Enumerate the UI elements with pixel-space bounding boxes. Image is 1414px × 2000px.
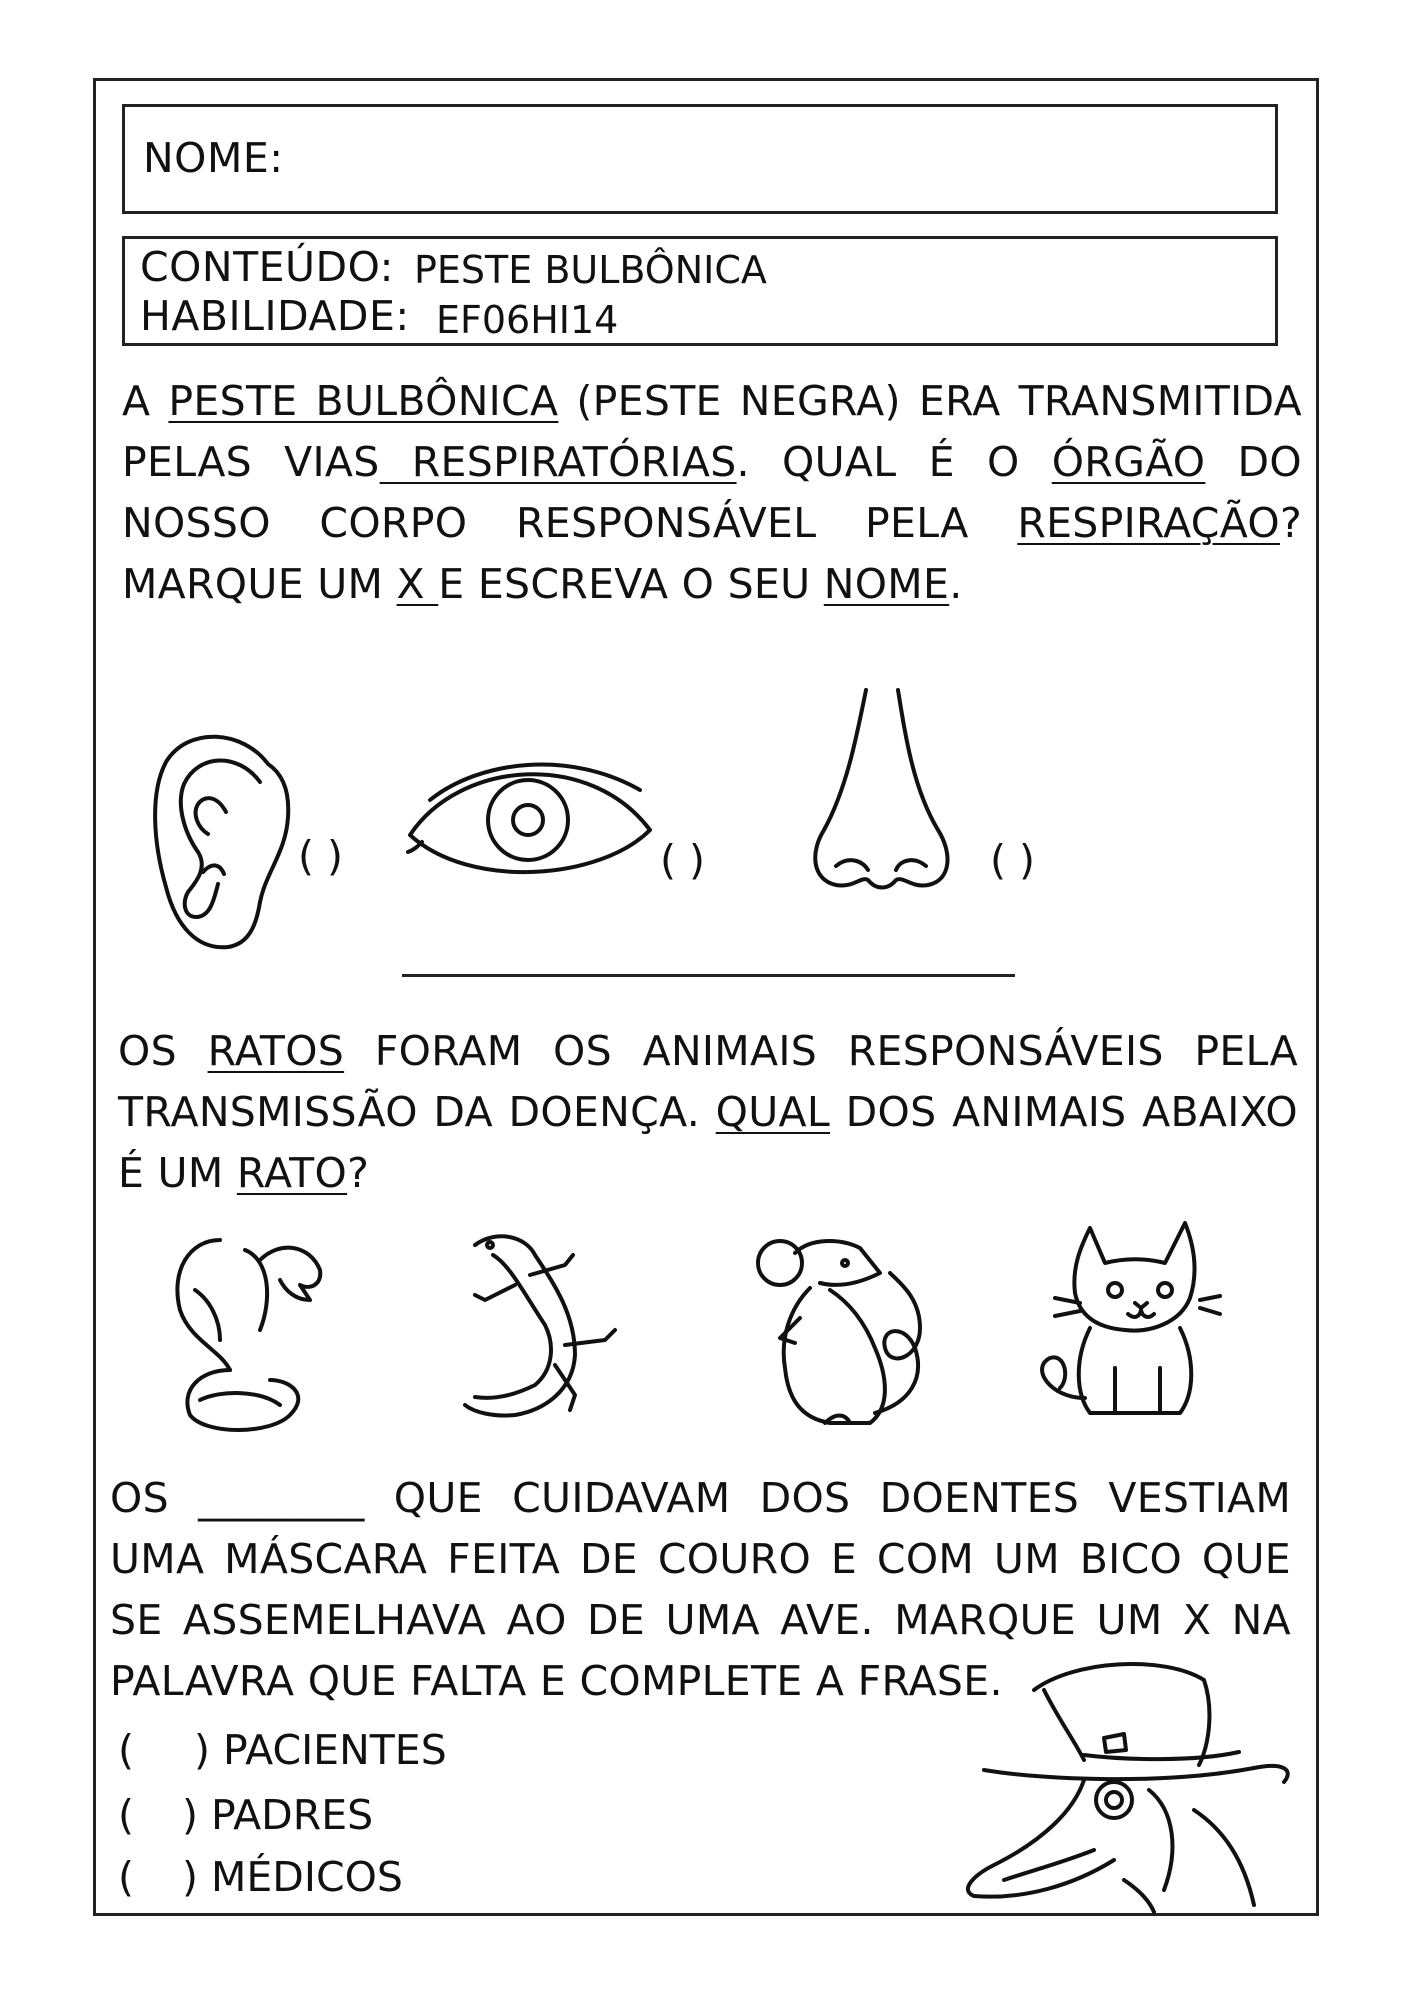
- ear-icon: [148, 722, 298, 957]
- option-padres[interactable]: [118, 1791, 373, 1839]
- question-2-text: OS RATOS FORAM OS ANIMAIS RESPONSÁVEIS PELA TRANSMISSÃO DA DOENÇA. QUAL DOS ANIMAIS ABAIXO É UM RATO?: [118, 1027, 1298, 1197]
- name-label: NOME:: [143, 134, 284, 182]
- nose-icon: [806, 680, 956, 900]
- mouse-icon: [740, 1228, 940, 1433]
- option-open-paren: (: [118, 1853, 134, 1901]
- snake-icon: [160, 1230, 330, 1440]
- cat-icon: [1020, 1208, 1220, 1433]
- content-label: CONTEÚDO:: [140, 243, 394, 291]
- nose-option-mark[interactable]: ( ): [990, 836, 1036, 884]
- option-label: ) PADRES: [182, 1791, 374, 1839]
- plague-doctor-icon: [964, 1650, 1314, 1912]
- ear-option-mark[interactable]: ( ): [298, 832, 344, 880]
- option-open-paren: (: [118, 1791, 134, 1839]
- eye-option-mark[interactable]: ( ): [660, 836, 706, 884]
- question-3-text: OS ________ QUE CUIDAVAM DOS DOENTES VESTIAM UMA MÁSCARA FEITA DE COURO E COM UM BICO QUE SE ASSEMELHAVA AO DE UMA AVE. MARQUE UM X NA PALAVRA QUE FALTA E COMPLETE A FRASE.: [110, 1474, 1291, 1705]
- name-field[interactable]: [122, 104, 1278, 214]
- skill-value: EF06HI14: [436, 298, 619, 342]
- option-label: ) PACIENTES: [194, 1726, 447, 1774]
- content-value: PESTE BULBÔNICA: [414, 248, 767, 292]
- answer-line[interactable]: [402, 974, 1015, 977]
- skill-label: HABILIDADE:: [140, 292, 410, 340]
- option-pacientes[interactable]: [118, 1726, 447, 1774]
- option-label: ) MÉDICOS: [182, 1853, 403, 1901]
- option-open-paren: (: [118, 1726, 134, 1774]
- lizard-icon: [455, 1225, 635, 1435]
- option-medicos[interactable]: [118, 1853, 403, 1901]
- question-1-text: A PESTE BULBÔNICA (PESTE NEGRA) ERA TRANSMITIDA PELAS VIAS RESPIRATÓRIAS. QUAL É O ÓRGÃO DO NOSSO CORPO RESPONSÁVEL PELA RESPIRAÇÃO? MARQUE UM X E ESCREVA O SEU NOME.: [122, 377, 1302, 608]
- eye-icon: [400, 750, 660, 890]
